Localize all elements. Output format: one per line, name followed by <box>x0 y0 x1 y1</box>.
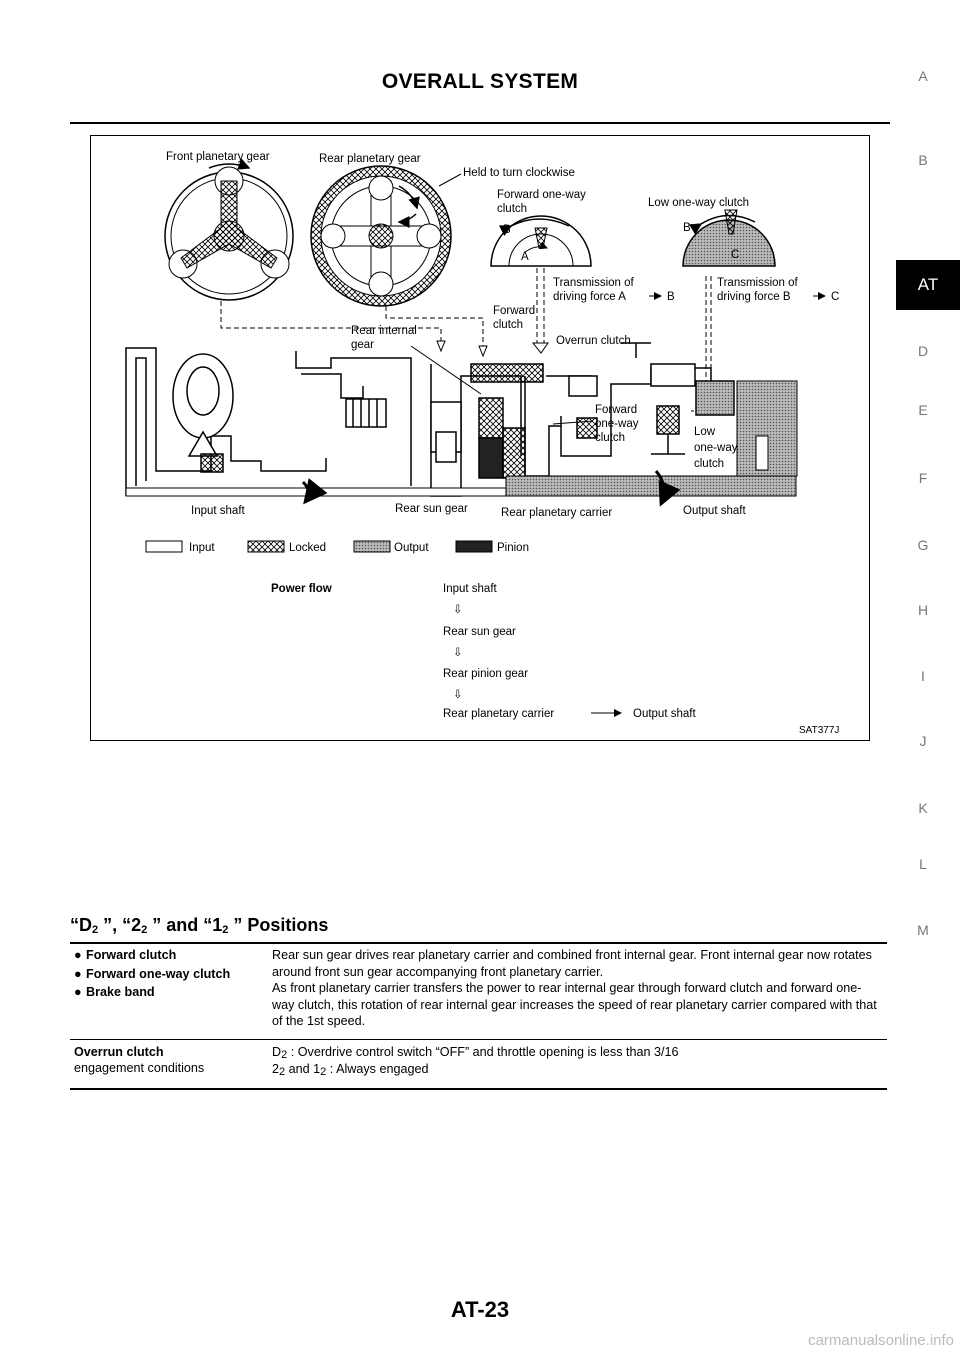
side-tab-d[interactable]: D <box>917 343 929 359</box>
table-row <box>70 1039 887 1089</box>
label-low2-1: Low <box>694 426 716 438</box>
label-rear-carrier: Rear planetary carrier <box>501 507 613 519</box>
page-title: OVERALL SYSTEM <box>381 70 579 93</box>
side-tab-g[interactable]: G <box>917 537 929 553</box>
input-shaft <box>126 488 506 496</box>
side-tab-f[interactable]: F <box>918 470 928 486</box>
legend-output: Output <box>394 542 429 554</box>
legend-input: Input <box>189 542 215 554</box>
side-tab-h[interactable]: H <box>917 602 929 618</box>
label-forward-clutch-2: clutch <box>493 319 524 331</box>
label-fwd-ow2-2: one-way <box>595 418 639 430</box>
info-table <box>70 942 887 1090</box>
side-tab-i[interactable]: I <box>921 668 925 684</box>
page-number: AT-23 <box>450 1297 510 1322</box>
power-flow <box>271 583 696 720</box>
flow-step-1: Input shaft <box>443 583 497 595</box>
label-fwd-ow2-1: Forward <box>595 404 638 416</box>
label-front-planetary: Front planetary gear <box>166 151 270 163</box>
section-title: “D2 ”, “22 ” and “12 ” Positions <box>70 915 329 936</box>
label-rear-sun: Rear sun gear <box>395 503 468 515</box>
label-b2: B <box>683 222 691 234</box>
label-output-shaft: Output shaft <box>683 505 746 517</box>
label-low2-2: one-way <box>694 442 738 454</box>
figure-code: SAT377J <box>799 725 840 736</box>
label-rear-internal-1: Rear internal <box>351 325 417 337</box>
power-flow-title: Power flow <box>271 583 332 595</box>
legend-pinion: Pinion <box>497 542 529 554</box>
dashed-links <box>221 268 711 411</box>
label-b1: B <box>503 224 511 236</box>
label-held: Held to turn clockwise <box>463 167 575 179</box>
legend-locked: Locked <box>289 542 327 554</box>
item-brake-band: Brake band <box>86 985 155 999</box>
output-shaft-region <box>506 476 796 496</box>
label-fwd-ow2-3: clutch <box>595 432 626 444</box>
row1-items: ● Forward clutch ● Forward one-way clutch ● Brake band <box>70 943 268 1039</box>
label-input-shaft: Input shaft <box>191 505 245 517</box>
label-trans2-b: driving force B <box>717 291 791 303</box>
table-row <box>70 943 887 1039</box>
row2-label: Overrun clutch engagement conditions <box>70 1039 268 1089</box>
side-tab-j[interactable]: J <box>919 733 927 749</box>
flow-step-2: Rear sun gear <box>443 626 516 638</box>
item-forward-clutch: Forward clutch <box>86 948 177 962</box>
transmission-diagram <box>91 136 869 740</box>
flow-final: Output shaft <box>633 708 696 720</box>
label-c: C <box>731 249 740 261</box>
label-a: A <box>521 251 529 263</box>
header-rule <box>70 122 890 124</box>
flow-step-4: Rear planetary carrier <box>443 708 555 720</box>
flow-arrow-2: ⇩ <box>453 647 463 659</box>
side-tab-l[interactable]: L <box>919 856 927 872</box>
label-overrun: Overrun clutch <box>556 335 631 347</box>
label-rear-internal-2: gear <box>351 339 375 351</box>
label-forward-clutch-1: Forward <box>493 305 536 317</box>
rear-planetary-gear <box>311 166 451 306</box>
front-planetary-gear <box>165 164 293 300</box>
low-oneway-clutch-icon <box>683 210 775 266</box>
cross-section <box>126 343 734 496</box>
side-tab-e[interactable]: E <box>918 402 928 418</box>
label-trans1-a: Transmission of <box>553 277 634 289</box>
flow-step-3: Rear pinion gear <box>443 668 529 680</box>
label-low-oneway: Low one-way clutch <box>648 197 749 209</box>
side-tab-k[interactable]: K <box>918 800 928 816</box>
label-low2-3: clutch <box>694 458 725 470</box>
label-trans2-a: Transmission of <box>717 277 798 289</box>
flow-arrow-3: ⇩ <box>453 689 463 701</box>
label-fwd-oneway-2: clutch <box>497 203 528 215</box>
row2-text: D2 : Overdrive control switch “OFF” and throttle opening is less than 3/16 22 and 12 : Always engaged <box>268 1039 887 1089</box>
legend <box>146 541 529 554</box>
side-tab-a[interactable]: A <box>918 68 928 84</box>
item-forward-oneway: Forward one-way clutch <box>86 966 231 981</box>
side-tab-b[interactable]: B <box>918 152 928 168</box>
label-fwd-oneway-1: Forward one-way <box>497 189 586 201</box>
side-tab-m[interactable]: M <box>917 922 929 938</box>
label-trans1-b: driving force A <box>553 291 626 303</box>
watermark: carmanualsonline.info <box>808 1332 954 1349</box>
label-trans2-c: C <box>831 291 840 303</box>
row1-text: Rear sun gear drives rear planetary carrier and combined front internal gear. Front internal gear now rotates around front sun gear accompanying front planetary carrier. As front planetary carrier transfers the power to rear internal gear through forward clutch and forward one-way clutch, this rotation of rear internal gear increases the speed of rear planetary carrier compared with that of the 1st speed. <box>268 943 887 1039</box>
side-tab-at[interactable]: AT <box>896 260 960 310</box>
label-rear-planetary: Rear planetary gear <box>319 153 421 165</box>
flow-arrow-1: ⇩ <box>453 604 463 616</box>
power-flow-figure <box>90 135 870 741</box>
label-trans1-c: B <box>667 291 675 303</box>
